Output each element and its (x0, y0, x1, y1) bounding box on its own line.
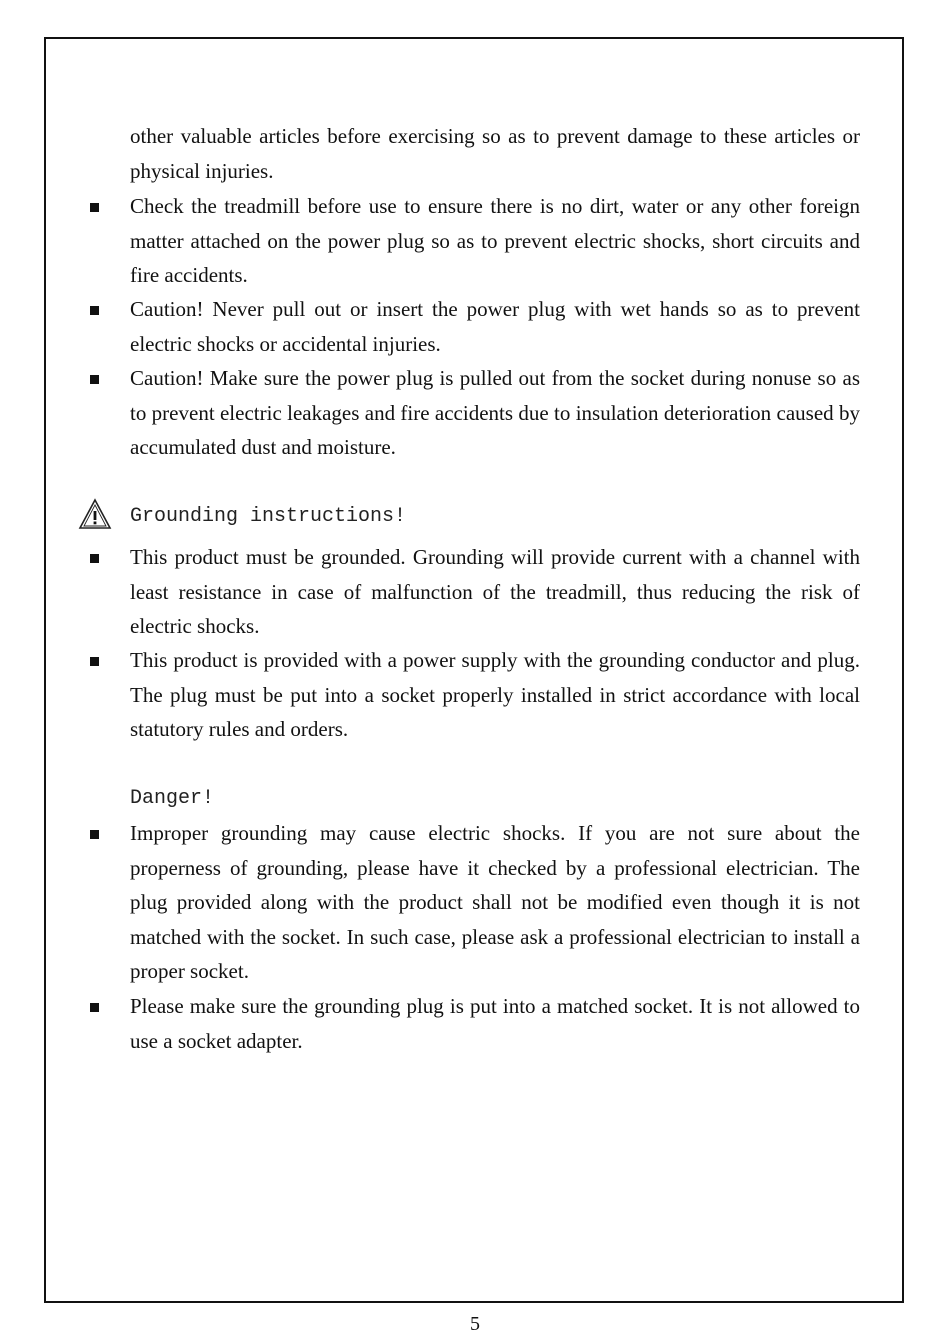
danger-heading: Danger! (130, 787, 215, 810)
danger-item: Please make sure the grounding plug is put into a matched socket. It is not allowed to use a socket adapter. (130, 994, 860, 1053)
bullet-icon (90, 830, 99, 839)
grounding-item: This product must be grounded. Grounding will provide current with a channel with least resistance in case of malfunction of the treadmill, thus reducing the risk of electric shocks. (130, 545, 860, 639)
bullet-icon (90, 375, 99, 384)
bullet-icon (90, 203, 99, 212)
bullet-icon (90, 1003, 99, 1012)
bullet-icon (90, 657, 99, 666)
danger-item: Improper grounding may cause electric shocks. If you are not sure about the properness of grounding, please have it checked by a professional electrician. The plug provided along with the product shall not be modified even though it is not matched with the socket. In such case, please ask a professional electrician to install a proper socket. (130, 821, 860, 984)
page-number: 5 (470, 1313, 480, 1335)
safety-item: Caution! Make sure the power plug is pulled out from the socket during nonuse so as to prevent electric leakages and fire accidents due to insulation deterioration caused by accumulated dust and moisture. (130, 366, 860, 460)
bullet-icon (90, 554, 99, 563)
continuation-paragraph: other valuable articles before exercising so as to prevent damage to these articles or physical injuries. (130, 124, 860, 183)
safety-item: Check the treadmill before use to ensure there is no dirt, water or any other foreign matter attached on the power plug so as to prevent electric shocks, short circuits and fire accidents. (130, 194, 860, 288)
bullet-icon (90, 306, 99, 315)
safety-item: Caution! Never pull out or insert the power plug with wet hands so as to prevent electric shocks or accidental injuries. (130, 297, 860, 356)
grounding-heading: Grounding instructions! (130, 505, 407, 528)
warning-triangle-icon (78, 498, 112, 530)
grounding-item: This product is provided with a power supply with the grounding conductor and plug. The plug must be put into a socket properly installed in strict accordance with local statutory rules and orders. (130, 648, 860, 742)
